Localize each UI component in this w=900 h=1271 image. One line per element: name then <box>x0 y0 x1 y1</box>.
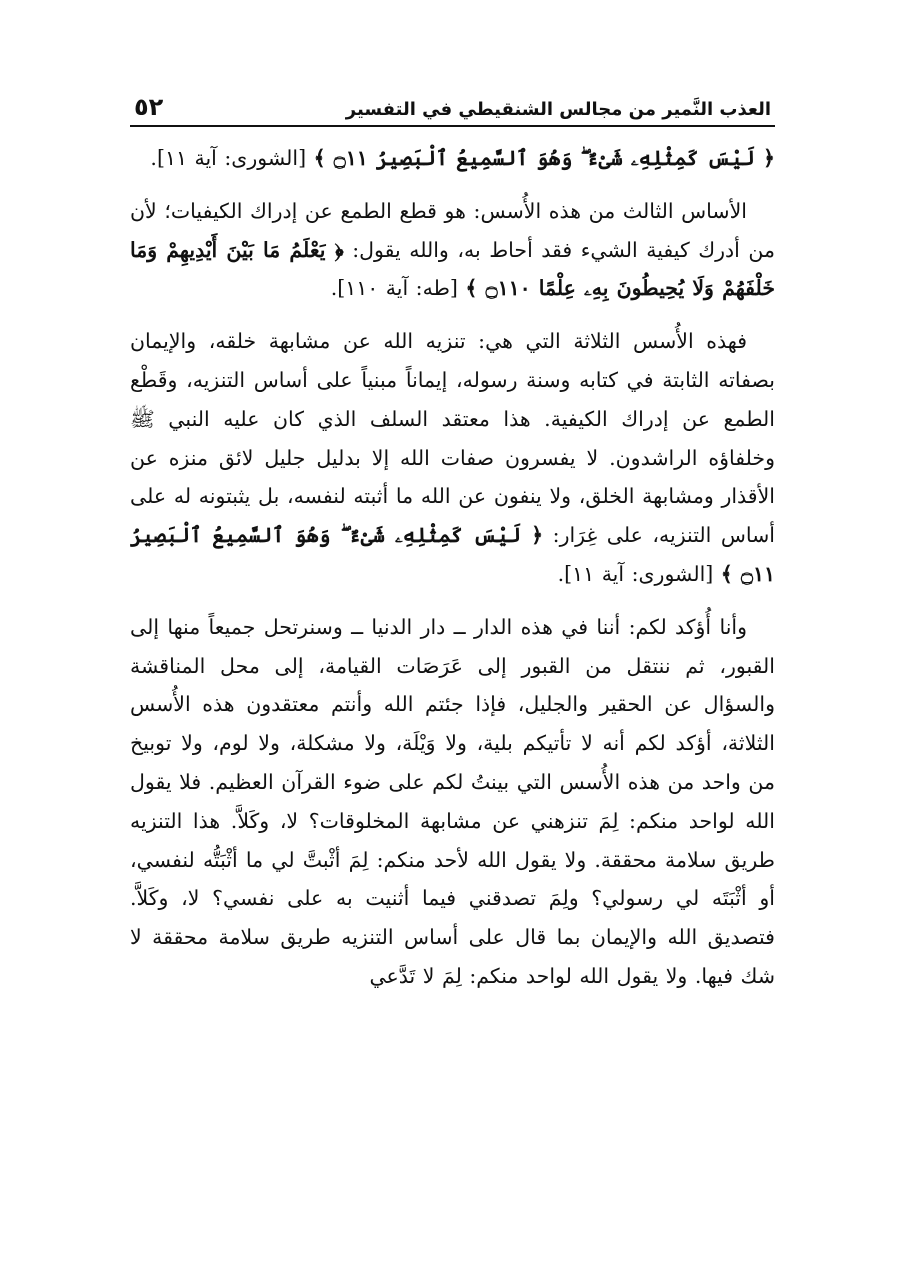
paragraph-assurance <box>130 608 775 996</box>
paragraph-three-foundations <box>130 322 775 594</box>
verse-reference: [الشورى: آية ١١]. <box>557 561 721 586</box>
quran-verse: ﴿ يَعْلَمُ مَا بَيْنَ أَيْدِيهِمْ وَمَا خَلْفَهُمْ وَلَا يُحِيطُونَ بِهِۦ عِلْمًا ۝١١٠ ﴾ <box>130 237 775 301</box>
paragraph-third-foundation <box>130 192 775 308</box>
page-number: ٥٢ <box>134 93 164 121</box>
quran-verse: ﴿ لَيْسَ كَمِثْلِهِۦ شَىْءٌ ۖ وَهُوَ ٱلسَّمِيعُ ٱلْبَصِيرُ ۝١١ ﴾ <box>130 523 775 586</box>
paragraph-text: الأساس الثالث من هذه الأُسس: هو قطع الطمع عن إدراك الكيفيات؛ لأن من أدرك كيفية الشيء فقد أحاط به، والله يقول: <box>130 198 775 262</box>
page-header <box>130 95 775 127</box>
paragraph-verse-shura <box>130 139 775 178</box>
running-title: العذب النَّمير من مجالس الشنقيطي في التفسير <box>345 99 771 120</box>
quran-verse: ﴿ لَيْسَ كَمِثْلِهِۦ شَىْءٌ ۖ وَهُوَ ٱلسَّمِيعُ ٱلْبَصِيرُ ۝١١ ﴾ <box>313 146 775 170</box>
paragraph-text: فهذه الأُسس الثلاثة التي هي: تنزيه الله عن مشابهة خلقه، والإيمان بصفاته الثابتة في كتابه وسنة رسوله، إيماناً مبنياً على أساس التنزيه، وقَطْع الطمع عن إدراك الكيفية. هذا معتقد السلف الذي كان عليه النبي ﷺ وخلفاؤه الراشدون. لا يفسرون صفات الله إلا بدليل جليل لائق منزه عن الأقذار ومشابهة الخلق، ولا ينفون عن الله ما أثبته لنفسه، بل يثبتونه له على أساس التنزيه، على غِرَار: <box>130 329 775 548</box>
page-body <box>130 139 775 996</box>
verse-reference: [طه: آية ١١٠]. <box>330 276 466 301</box>
paragraph-text: وأنا أُؤكد لكم: أننا في هذه الدار ــ دار الدنيا ــ وسنرتحل جميعاً منها إلى القبور، ثم ننتقل من القبور إلى عَرَصَات القيامة، إلى محل المناقشة والسؤال عن الحقير والجليل، فإذا جئتم الله وأنتم معتقدون هذه الأُسس الثلاثة، أؤكد لكم أنه لا تأتيكم بلية، ولا وَيْلَة، ولا مشكلة، ولا لوم، ولا توبيخ من واحد من هذه الأُسس التي بينتُ لكم على ضوء القرآن العظيم. فلا يقول الله لواحد منكم: لِمَ تنزهني عن مشابهة المخلوقات؟ لا، وكَلاَّ. هذا التنزيه طريق سلامة محققة. ولا يقول الله لأحد منكم: لِمَ أثْبتَّ لي ما أثْبَتُّه لنفسي، أو أثْبَتَه لي رسولي؟ ولِمَ تصدقني فيما أثنيت به على نفسي؟ لا، وكَلاَّ. فتصديق الله والإيمان بما قال على أساس التنزيه طريق سلامة محققة لا شك فيها. ولا يقول الله لواحد منكم: لِمَ لا تَدَّعي <box>130 614 775 988</box>
verse-reference: [الشورى: آية ١١]. <box>150 146 314 170</box>
